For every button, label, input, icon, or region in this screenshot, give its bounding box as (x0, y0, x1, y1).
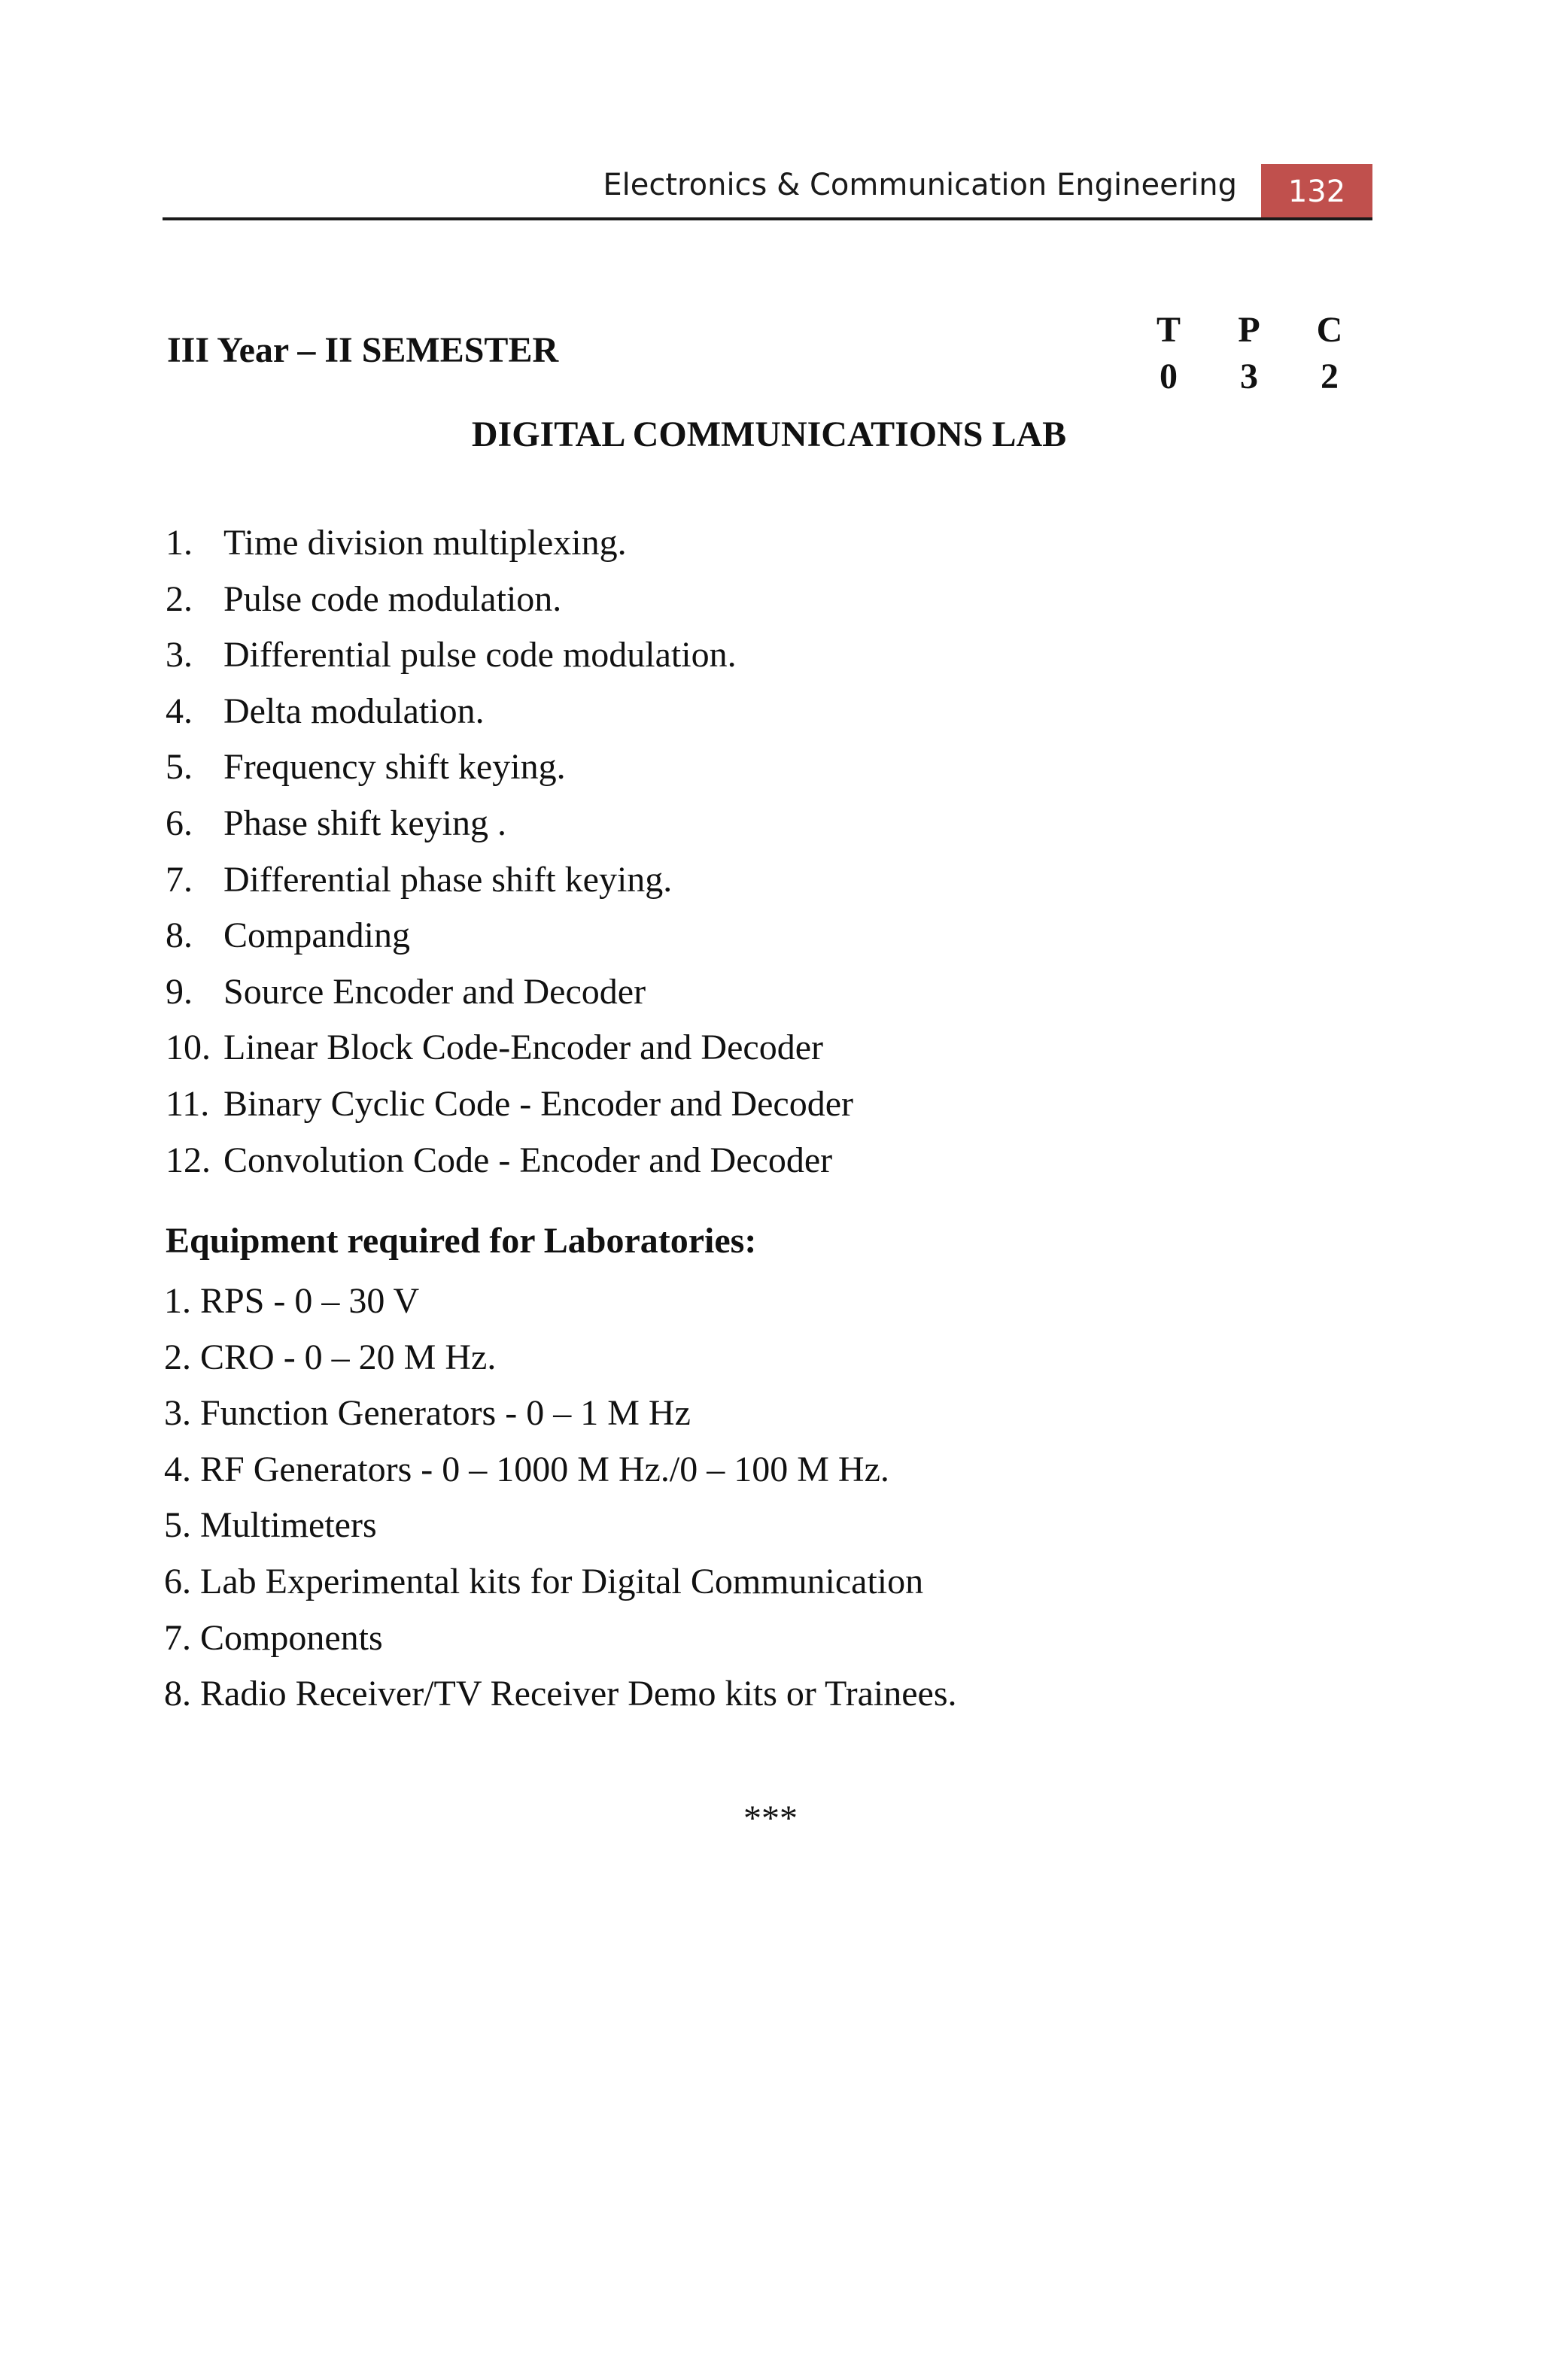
list-item-number: 12. (166, 1140, 211, 1180)
credits-value-t: 0 (1160, 357, 1178, 396)
credits-header-t: T (1156, 310, 1181, 350)
list-item (166, 964, 853, 1021)
experiment-list (166, 515, 853, 1188)
list-item (166, 684, 853, 740)
list-item (166, 627, 853, 684)
running-header-title: Electronics & Communication Engineering (603, 168, 1237, 202)
list-item: 7. Components (164, 1617, 383, 1658)
list-item (166, 1076, 853, 1133)
list-item-number: 8. (166, 915, 193, 956)
page-number-badge: 132 (1261, 164, 1372, 220)
list-item-text: Phase shift keying . (223, 803, 506, 843)
list-item-number: 7. (166, 859, 193, 900)
list-item-text: Companding (223, 915, 410, 956)
credits-table (1129, 307, 1369, 400)
list-item-number: 6. (166, 803, 193, 843)
credits-value-c: 2 (1321, 357, 1339, 396)
header-divider (163, 217, 1372, 220)
list-item (166, 572, 853, 628)
lab-title (0, 414, 1541, 455)
list-item-text: Source Encoder and Decoder (223, 971, 646, 1012)
end-of-section-mark: *** (743, 1799, 798, 1838)
credits-value-row (1129, 354, 1369, 400)
list-item-number: 5. (166, 747, 193, 788)
list-item-number: 10. (166, 1028, 211, 1068)
list-item (166, 1020, 853, 1076)
list-item-number: 2. (166, 578, 193, 619)
list-item-text: Frequency shift keying. (223, 747, 566, 788)
list-item-text: Convolution Code - Encoder and Decoder (223, 1140, 833, 1180)
list-item: 1. RPS - 0 – 30 V (164, 1281, 420, 1321)
list-item-number: 11. (166, 1083, 210, 1124)
list-item (166, 852, 853, 909)
list-item-text: Differential pulse code modulation. (223, 635, 737, 675)
list-item (166, 908, 853, 964)
list-item-text: Binary Cyclic Code - Encoder and Decoder (223, 1083, 854, 1124)
list-item (166, 796, 853, 852)
list-item: 5. Multimeters (164, 1505, 377, 1546)
credits-header-row (1129, 307, 1369, 354)
lab-title-text: DIGITAL COMMUNICATIONS LAB (471, 414, 1067, 454)
list-item: 2. CRO - 0 – 20 M Hz. (164, 1337, 497, 1377)
list-item: 4. RF Generators - 0 – 1000 M Hz./0 – 100 M Hz. (164, 1449, 889, 1489)
equipment-list (164, 1273, 957, 1723)
list-item (166, 739, 853, 796)
list-item-text: Time division multiplexing. (223, 523, 627, 563)
list-item-text: Pulse code modulation. (223, 578, 562, 619)
list-item-number: 9. (166, 971, 193, 1012)
list-item: 3. Function Generators - 0 – 1 M Hz (164, 1393, 691, 1434)
list-item-number: 3. (166, 635, 193, 675)
list-item (166, 515, 853, 572)
list-item: 8. Radio Receiver/TV Receiver Demo kits or Trainees. (164, 1674, 957, 1714)
list-item-number: 1. (166, 523, 193, 563)
list-item-text: Linear Block Code-Encoder and Decoder (223, 1028, 823, 1068)
credits-header-c: C (1316, 310, 1343, 350)
credits-value-p: 3 (1240, 357, 1258, 396)
semester-label: III Year – II SEMESTER (167, 330, 559, 370)
list-item (166, 1133, 853, 1189)
list-item-text: Differential phase shift keying. (223, 859, 673, 900)
list-item-number: 4. (166, 691, 193, 731)
equipment-heading: Equipment required for Laboratories: (166, 1221, 757, 1261)
list-item: 6. Lab Experimental kits for Digital Communication (164, 1561, 924, 1601)
credits-header-p: P (1238, 310, 1260, 350)
list-item-text: Delta modulation. (223, 691, 485, 731)
